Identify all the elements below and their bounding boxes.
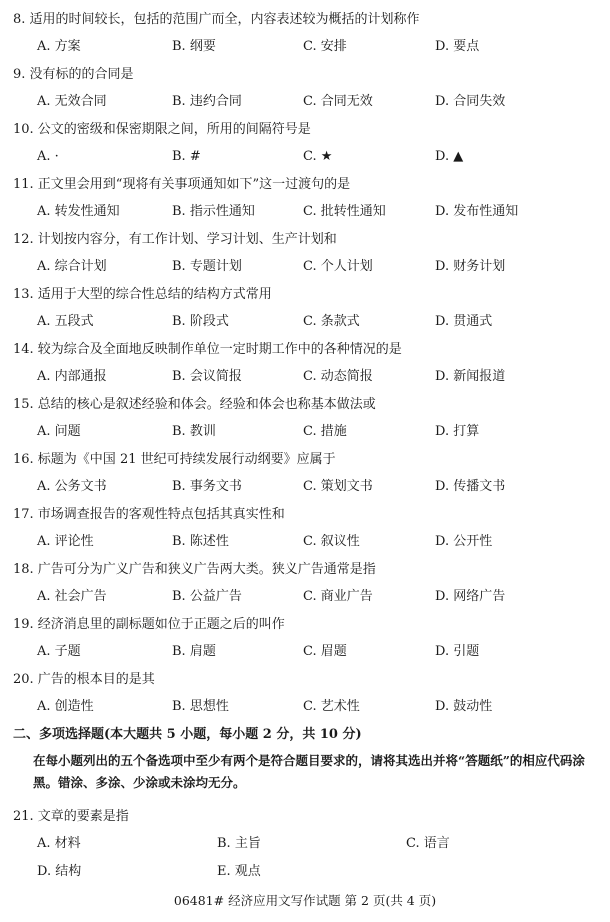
option-b: B. 肩题 xyxy=(172,644,216,659)
question-stem: 16. 标题为《中国 21 世纪可持续发展行动纲要》应属于 xyxy=(13,452,336,467)
option-d: D. 贯通式 xyxy=(435,314,493,329)
option-c: C. 措施 xyxy=(303,424,347,439)
question-options xyxy=(0,39,610,55)
option-d: D. 鼓动性 xyxy=(435,699,493,714)
option-d: D. 新闻报道 xyxy=(435,369,506,384)
option-b: B. 专题计划 xyxy=(172,259,242,274)
option-d: D. 发布性通知 xyxy=(435,204,519,219)
option-a: A. · xyxy=(37,149,59,164)
section-instruction: 在每小题列出的五个备选项中至少有两个是符合题目要求的，请将其选出并将“答题纸”的相应代码涂黑。错涂、多涂、少涂或未涂均无分。 xyxy=(33,753,585,790)
question-stem: 9. 没有标的的合同是 xyxy=(13,67,134,82)
option-c: C. 动态简报 xyxy=(303,369,373,384)
option-d: D. 公开性 xyxy=(435,534,493,549)
option-c: C. 商业广告 xyxy=(303,589,373,604)
option-b: B. 公益广告 xyxy=(172,589,242,604)
option-a: A. 内部通报 xyxy=(37,369,107,384)
option-b: B. # xyxy=(172,149,201,164)
question-options xyxy=(0,836,610,852)
question-options xyxy=(0,479,610,495)
question-stem: 15. 总结的核心是叙述经验和体会。经验和体会也称基本做法或 xyxy=(13,397,376,412)
question-options xyxy=(0,149,610,165)
option-a: A. 创造性 xyxy=(37,699,94,714)
question-stem: 11. 正文里会用到“现将有关事项通知如下”这一过渡句的是 xyxy=(13,177,351,192)
question-options xyxy=(0,204,610,220)
question-stem: 20. 广告的根本目的是其 xyxy=(13,672,155,687)
option-b: B. 违约合同 xyxy=(172,94,242,109)
question-options xyxy=(0,369,610,385)
page-footer: 06481# 经济应用文写作试题 第 2 页(共 4 页) xyxy=(173,893,437,908)
option-a: A. 评论性 xyxy=(37,534,94,549)
question-stem: 21. 文章的要素是指 xyxy=(13,809,129,824)
option-c: C. 叙议性 xyxy=(303,534,360,549)
option-d: D. 合同失效 xyxy=(435,94,506,109)
option-c: C. 条款式 xyxy=(303,314,360,329)
option-b: B. 思想性 xyxy=(172,699,229,714)
option-a: A. 无效合同 xyxy=(37,94,107,109)
option-a: A. 五段式 xyxy=(37,314,94,329)
option-a: A. 转发性通知 xyxy=(37,204,120,219)
question-options xyxy=(0,424,610,440)
question-options xyxy=(0,314,610,330)
question-options xyxy=(0,699,610,715)
question-stem: 18. 广告可分为广义广告和狭义广告两大类。狭义广告通常是指 xyxy=(13,562,376,577)
option-d: D. 结构 xyxy=(37,864,82,879)
question-options xyxy=(0,94,610,110)
question-stem: 13. 适用于大型的综合性总结的结构方式常用 xyxy=(13,287,272,302)
option-c: C. 语言 xyxy=(406,836,450,851)
question-options xyxy=(0,644,610,660)
option-c: C. 合同无效 xyxy=(303,94,373,109)
option-c: C. 批转性通知 xyxy=(303,204,386,219)
option-e: E. 观点 xyxy=(217,864,261,879)
question-stem: 8. 适用的时间较长，包括的范围广而全，内容表述较为概括的计划称作 xyxy=(13,12,420,27)
question-stem: 14. 较为综合及全面地反映制作单位一定时期工作中的各种情况的是 xyxy=(13,342,402,357)
option-a: A. 方案 xyxy=(37,39,81,54)
option-b: B. 纲要 xyxy=(172,39,216,54)
option-b: B. 指示性通知 xyxy=(172,204,255,219)
option-d: D. ▲ xyxy=(435,149,464,164)
option-a: A. 问题 xyxy=(37,424,81,439)
option-b: B. 阶段式 xyxy=(172,314,229,329)
option-b: B. 教训 xyxy=(172,424,216,439)
question-options xyxy=(0,259,610,275)
option-a: A. 子题 xyxy=(37,644,81,659)
option-d: D. 打算 xyxy=(435,424,480,439)
option-a: A. 社会广告 xyxy=(37,589,107,604)
option-c: C. 策划文书 xyxy=(303,479,373,494)
option-b: B. 陈述性 xyxy=(172,534,229,549)
section-heading: 二、多项选择题(本大题共 5 小题，每小题 2 分，共 10 分) xyxy=(13,727,362,742)
option-d: D. 网络广告 xyxy=(435,589,506,604)
option-b: B. 主旨 xyxy=(217,836,261,851)
option-a: A. 材料 xyxy=(37,836,81,851)
question-stem: 17. 市场调查报告的客观性特点包括其真实性和 xyxy=(13,507,285,522)
question-options xyxy=(0,589,610,605)
option-d: D. 财务计划 xyxy=(435,259,506,274)
option-b: B. 会议简报 xyxy=(172,369,242,384)
question-stem: 19. 经济消息里的副标题如位于正题之后的叫作 xyxy=(13,617,285,632)
option-c: C. 安排 xyxy=(303,39,347,54)
option-d: D. 传播文书 xyxy=(435,479,506,494)
option-d: D. 要点 xyxy=(435,39,480,54)
option-c: C. 眉题 xyxy=(303,644,347,659)
question-stem: 12. 计划按内容分，有工作计划、学习计划、生产计划和 xyxy=(13,232,337,247)
option-b: B. 事务文书 xyxy=(172,479,242,494)
option-a: A. 综合计划 xyxy=(37,259,107,274)
option-c: C. 个人计划 xyxy=(303,259,373,274)
option-d: D. 引题 xyxy=(435,644,480,659)
question-options xyxy=(0,864,610,880)
question-stem: 10. 公文的密级和保密期限之间，所用的间隔符号是 xyxy=(13,122,311,137)
question-options xyxy=(0,534,610,550)
option-c: C. ★ xyxy=(303,149,333,164)
option-c: C. 艺术性 xyxy=(303,699,360,714)
option-a: A. 公务文书 xyxy=(37,479,107,494)
